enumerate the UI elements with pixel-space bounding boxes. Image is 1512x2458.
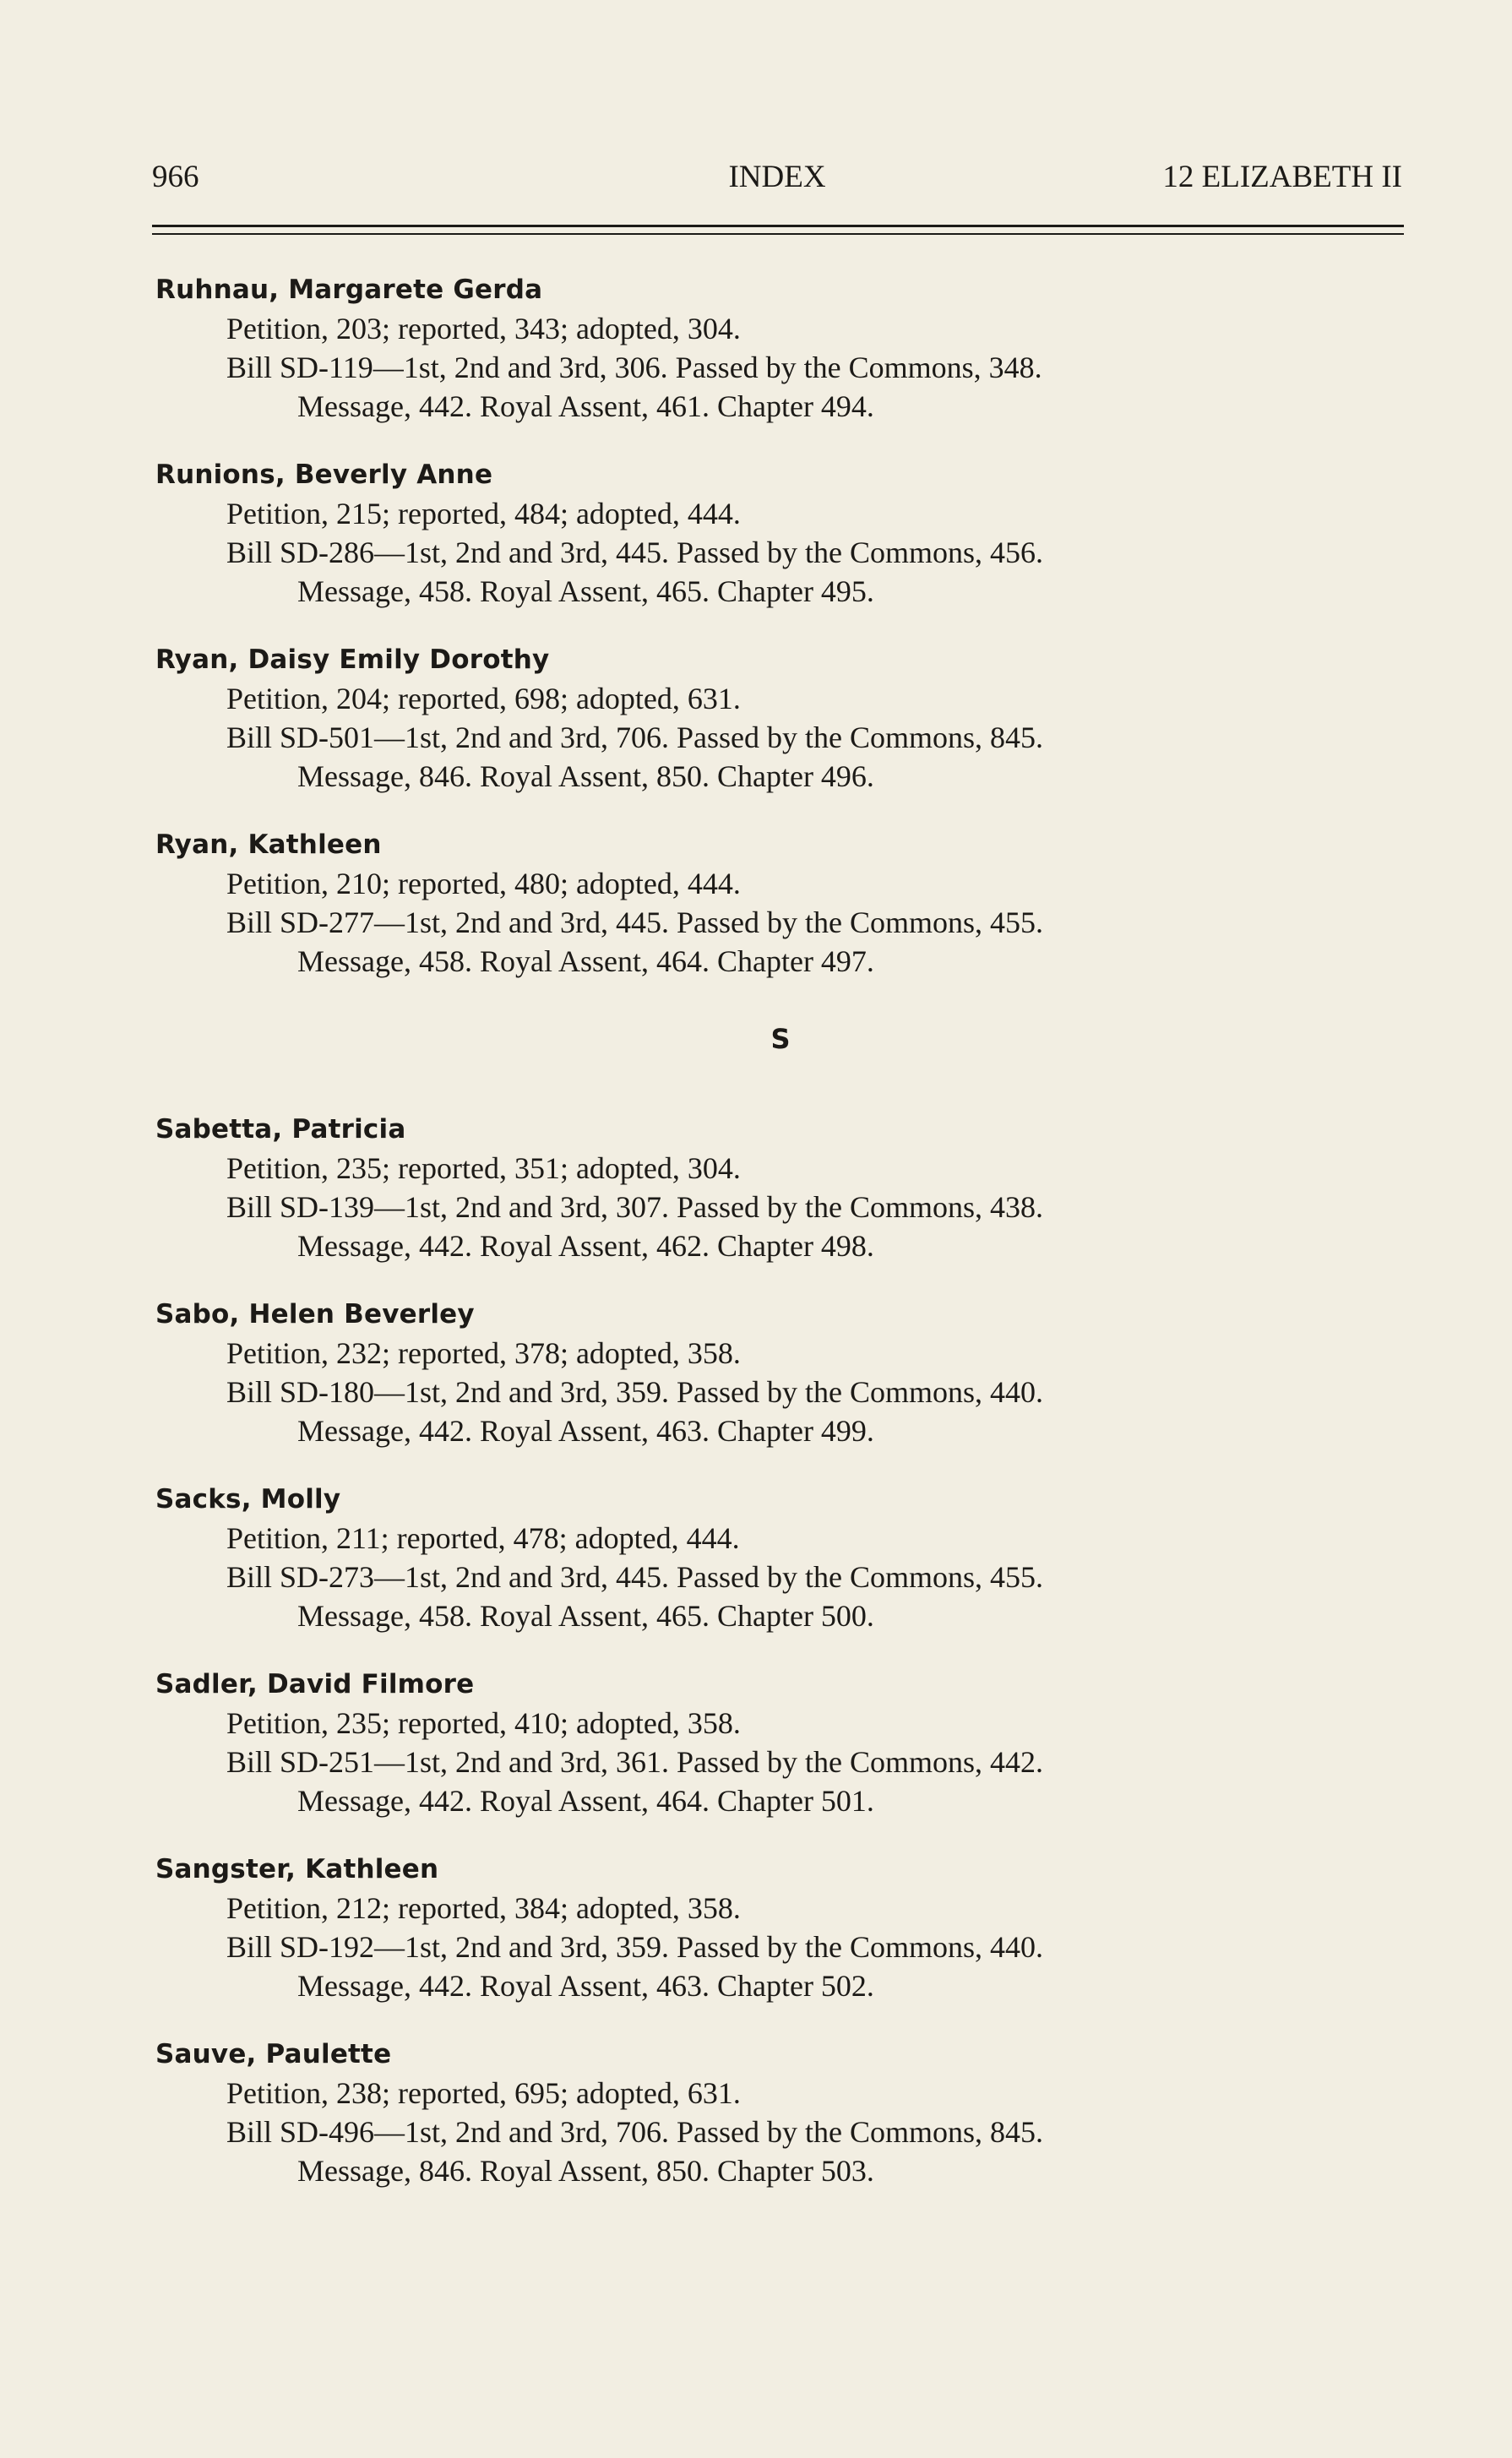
entry-bill: Bill SD-180—1st, 2nd and 3rd, 359. Passed by the Commons, 440. (226, 1375, 1044, 1409)
entry-message: Message, 458. Royal Assent, 464. Chapter 497. (297, 944, 874, 978)
entry-message: Message, 442. Royal Assent, 461. Chapter 494. (297, 389, 874, 423)
entry-petition: Petition, 235; reported, 351; adopted, 304. (226, 1151, 741, 1185)
entry-message: Message, 442. Royal Assent, 464. Chapter 501. (297, 1784, 874, 1818)
entry-message: Message, 458. Royal Assent, 465. Chapter 500. (297, 1599, 874, 1633)
index-entry (155, 272, 1406, 457)
entry-message: Message, 442. Royal Assent, 462. Chapter 498. (297, 1229, 874, 1263)
entry-message: Message, 846. Royal Assent, 850. Chapter 496. (297, 759, 874, 793)
entry-bill: Bill SD-501—1st, 2nd and 3rd, 706. Passed by the Commons, 845. (226, 721, 1044, 754)
index-entry (155, 827, 1406, 1012)
entry-name: Sacks, Molly (155, 1484, 341, 1514)
entry-name: Sabo, Helen Beverley (155, 1299, 475, 1330)
entry-name: Sauve, Paulette (155, 2039, 392, 2069)
entry-bill: Bill SD-273—1st, 2nd and 3rd, 445. Passed by the Commons, 455. (226, 1560, 1044, 1594)
entries-r (155, 272, 1406, 1012)
entry-petition: Petition, 212; reported, 384; adopted, 358. (226, 1891, 741, 1925)
index-entry (155, 2037, 1406, 2221)
entry-name: Ruhnau, Margarete Gerda (155, 275, 543, 305)
entry-name: Sabetta, Patricia (155, 1114, 406, 1145)
index-entry (155, 1112, 1406, 1297)
entry-petition: Petition, 215; reported, 484; adopted, 444. (226, 497, 741, 530)
entry-petition: Petition, 235; reported, 410; adopted, 358. (226, 1706, 741, 1740)
entry-bill: Bill SD-139—1st, 2nd and 3rd, 307. Passed by the Commons, 438. (226, 1190, 1044, 1224)
index-entries (155, 272, 1406, 2221)
entry-bill: Bill SD-496—1st, 2nd and 3rd, 706. Passed by the Commons, 845. (226, 2115, 1044, 2149)
entry-bill: Bill SD-286—1st, 2nd and 3rd, 445. Passed by the Commons, 456. (226, 536, 1044, 569)
section-letter: S (770, 1023, 791, 1055)
entry-message: Message, 442. Royal Assent, 463. Chapter 502. (297, 1969, 874, 2003)
entry-name: Ryan, Daisy Emily Dorothy (155, 644, 550, 675)
entry-bill: Bill SD-119—1st, 2nd and 3rd, 306. Passed by the Commons, 348. (226, 351, 1042, 384)
entry-message: Message, 442. Royal Assent, 463. Chapter 499. (297, 1414, 874, 1448)
entry-name: Sadler, David Filmore (155, 1669, 475, 1699)
page-header (152, 159, 1402, 206)
index-entry (155, 1852, 1406, 2037)
entry-petition: Petition, 204; reported, 698; adopted, 631. (226, 682, 741, 715)
header-rule-top (152, 225, 1404, 227)
entry-bill: Bill SD-277—1st, 2nd and 3rd, 445. Passed by the Commons, 455. (226, 905, 1044, 939)
entry-name: Ryan, Kathleen (155, 829, 382, 860)
index-entry (155, 1482, 1406, 1667)
header-rule-bottom (152, 233, 1404, 235)
header-title: INDEX (728, 160, 826, 194)
entry-bill: Bill SD-251—1st, 2nd and 3rd, 361. Passed by the Commons, 442. (226, 1745, 1044, 1779)
entry-name: Sangster, Kathleen (155, 1854, 439, 1884)
header-reign: 12 ELIZABETH II (1162, 160, 1402, 194)
entry-petition: Petition, 232; reported, 378; adopted, 358. (226, 1336, 741, 1370)
index-entry (155, 642, 1406, 827)
entry-petition: Petition, 238; reported, 695; adopted, 631. (226, 2076, 741, 2110)
entry-name: Runions, Beverly Anne (155, 460, 493, 490)
entry-petition: Petition, 210; reported, 480; adopted, 444. (226, 867, 741, 900)
entry-petition: Petition, 211; reported, 478; adopted, 444. (226, 1521, 740, 1555)
entry-message: Message, 458. Royal Assent, 465. Chapter 495. (297, 574, 874, 608)
index-entry (155, 1667, 1406, 1852)
index-entry (155, 1297, 1406, 1482)
entry-message: Message, 846. Royal Assent, 850. Chapter 503. (297, 2154, 874, 2188)
entry-bill: Bill SD-192—1st, 2nd and 3rd, 359. Passed by the Commons, 440. (226, 1930, 1044, 1964)
entry-petition: Petition, 203; reported, 343; adopted, 304. (226, 312, 741, 345)
entries-s (155, 1112, 1406, 2221)
page-number: 966 (152, 160, 199, 194)
index-entry (155, 457, 1406, 642)
